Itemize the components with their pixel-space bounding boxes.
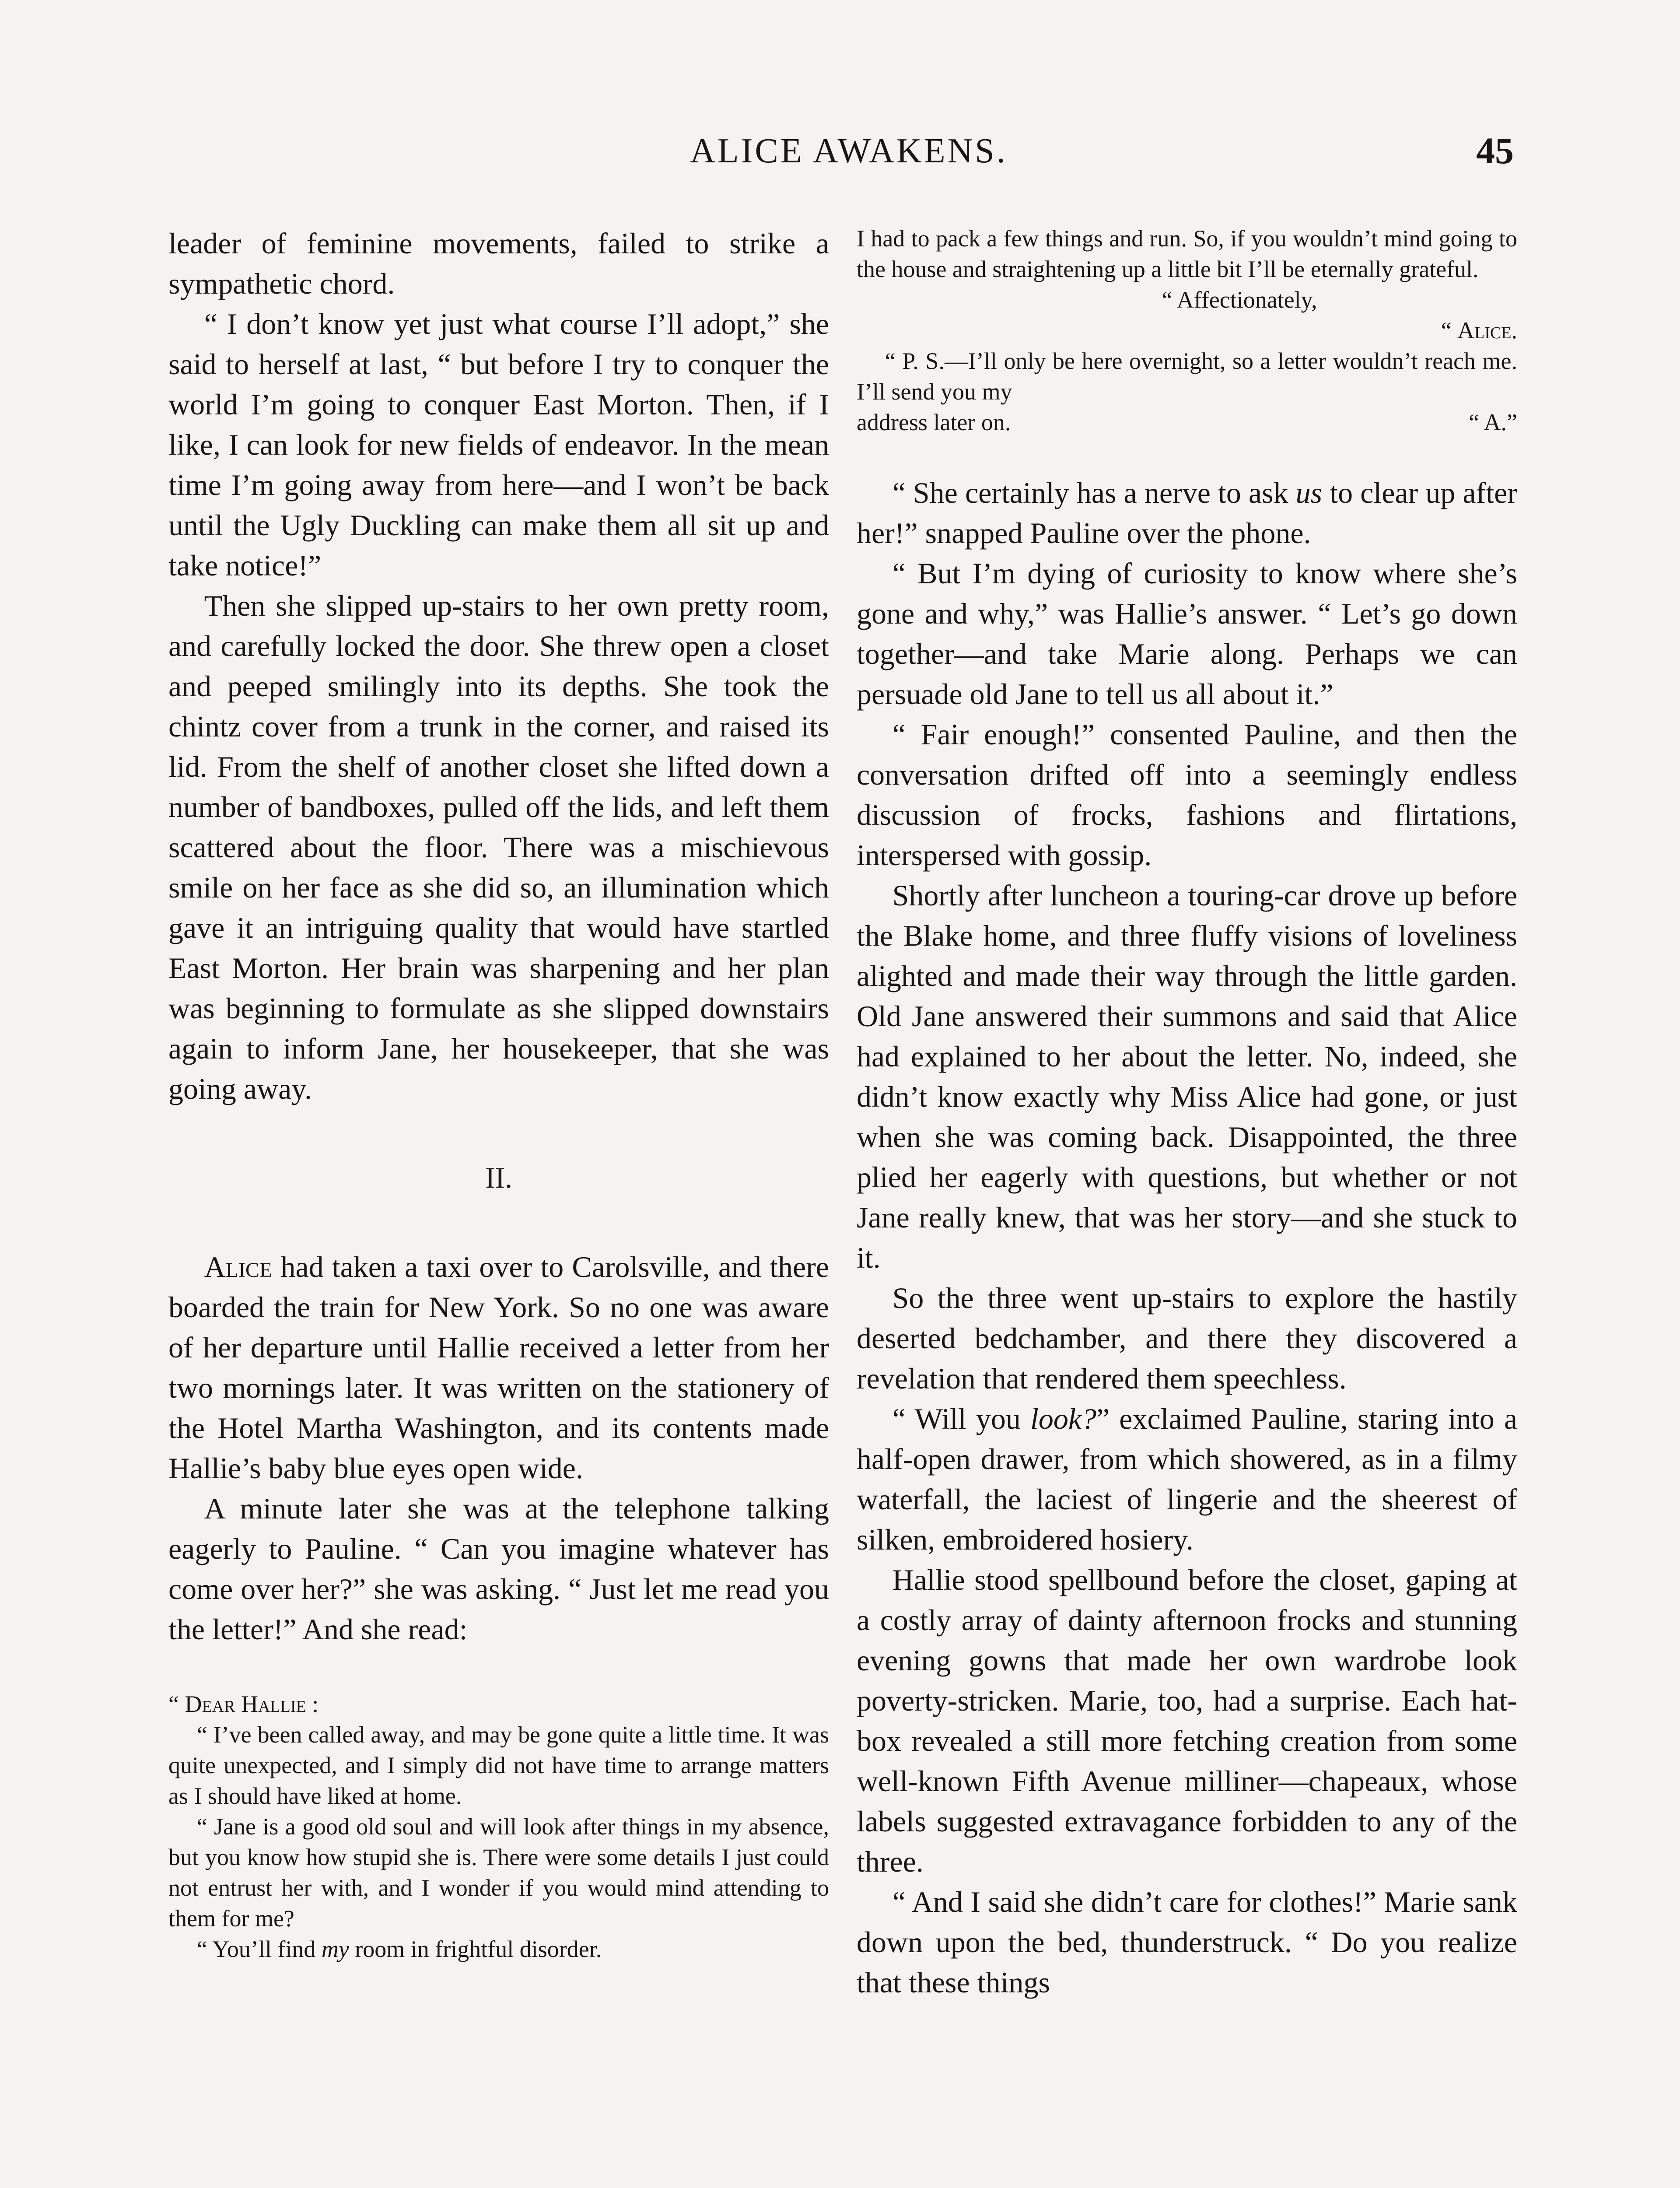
- paragraph: leader of feminine movements, failed to strike a sympathetic chord.: [168, 227, 829, 300]
- paragraph: “ Fair enough!” consented Pauline, and then the conversation drifted off into a seemingly endless discussion of frocks, fashions and flirtations, interspersed with gossip.: [857, 718, 1517, 872]
- right-column: [857, 223, 1517, 2002]
- paragraph: A minute later she was at the telephone talking eagerly to Pauline. “ Can you imagine whatever has come over her?” she was asking. “ Just let me read you the letter!” And she read:: [168, 1492, 829, 1646]
- running-title: ALICE AWAKENS.: [690, 132, 1008, 170]
- paragraph: “ Will you look?” exclaimed Pauline, staring into a half-open drawer, from which showered, as in a filmy waterfall, the laciest of lingerie and the sheerest of silken, embroidered hosiery.: [857, 1402, 1518, 1556]
- letter-signature: “ Alice.: [1441, 317, 1517, 344]
- paragraph: “ And I said she didn’t care for clothes!” Marie sank down upon the bed, thunderstruck. “ Do you realize that these things: [857, 1885, 1517, 1999]
- letter-salutation: “ Dear Hallie :: [168, 1691, 319, 1717]
- page-number: 45: [1476, 130, 1514, 172]
- paragraph-text: had taken a taxi over to Carolsville, and there boarded the train for New York. So no one was aware of her departure until Hallie received a letter from her two mornings later. It was written on the stationery of the Hotel Martha Washington, and its contents made Hallie’s baby blue eyes open wide.: [168, 1250, 829, 1485]
- letter-paragraph: “ Jane is a good old soul and will look after things in my absence, but you know how stupid she is. There were some details I just could not entrust her with, and I wonder if you would mind attending to them for me?: [168, 1813, 829, 1932]
- letter-paragraph: “ I’ve been called away, and may be gone quite a little time. It was quite unexpected, and I simply did not have time to arrange matters as I should have liked at home.: [168, 1722, 829, 1809]
- small-caps-name: Alice: [204, 1250, 273, 1283]
- letter-paragraph: I had to pack a few things and run. So, if you wouldn’t mind going to the house and straightening up a little bit I’ll be eternally grateful.: [857, 225, 1517, 282]
- paragraph: “ I don’t know yet just what course I’ll adopt,” she said to herself at last, “ but before I try to conquer the world I’m going to conquer East Morton. Then, if I like, I can look for new fields of endeavor. In the mean time I’m going away from here—and I won’t be back until the Ugly Duckling can make them all sit up and take notice!”: [168, 307, 829, 582]
- left-column: [168, 223, 829, 1964]
- paragraph: “ She certainly has a nerve to ask us to clear up after her!” snapped Pauline over the phone.: [857, 476, 1517, 550]
- letter-paragraph: “ You’ll find my room in frightful disorder.: [196, 1936, 602, 1962]
- paragraph: So the three went up-stairs to explore the hastily deserted bedchamber, and there they discovered a revelation that rendered them speechless.: [857, 1281, 1517, 1395]
- section-heading: II.: [485, 1161, 513, 1194]
- paragraph: Then she slipped up-stairs to her own pretty room, and carefully locked the door. She threw open a closet and peeped smilingly into its depths. She took the chintz cover from a trunk in the corner, and raised its lid. From the shelf of another closet she lifted down a number of bandboxes, pulled off the lids, and left them scattered about the floor. There was a mischievous smile on her face as she did so, an illumination which gave it an intriguing quality that would have startled East Morton. Her brain was sharpening and her plan was beginning to formulate as she slipped downstairs again to inform Jane, her housekeeper, that she was going away.: [168, 589, 829, 1105]
- letter-postscript-end: address later on. “ A.”: [857, 409, 1517, 435]
- paragraph: “ But I’m dying of curiosity to know where she’s gone and why,” was Hallie’s answer. “ Let’s go down together—and take Marie along. Perhaps we can persuade old Jane to tell us all about it.”: [857, 557, 1517, 711]
- paragraph: Hallie stood spellbound before the closet, gaping at a costly array of dainty afternoon frocks and stunning evening gowns that made her own wardrobe look poverty-stricken. Marie, too, had a surprise. Each hat-box revealed a still more fetching creation from some well-known Fifth Avenue milliner—chapeaux, whose labels suggested extravagance forbidden to any of the three.: [857, 1563, 1517, 1878]
- page-header: [0, 131, 1680, 193]
- paragraph: [168, 1247, 829, 1488]
- letter-postscript: “ P. S.—I’ll only be here overnight, so a letter wouldn’t reach me. I’ll send you my: [857, 348, 1517, 405]
- letter-closing: “ Affectionately,: [1162, 287, 1317, 313]
- paragraph: Shortly after luncheon a touring-car drove up before the Blake home, and three fluffy visions of loveliness alighted and made their way through the little garden. Old Jane answered their summons and said that Alice had explained to her about the letter. No, indeed, she didn’t know exactly why Miss Alice had gone, or just when she was coming back. Disappointed, the three plied her eagerly with questions, but whether or not Jane really knew, that was her story—and she stuck to it.: [857, 879, 1517, 1274]
